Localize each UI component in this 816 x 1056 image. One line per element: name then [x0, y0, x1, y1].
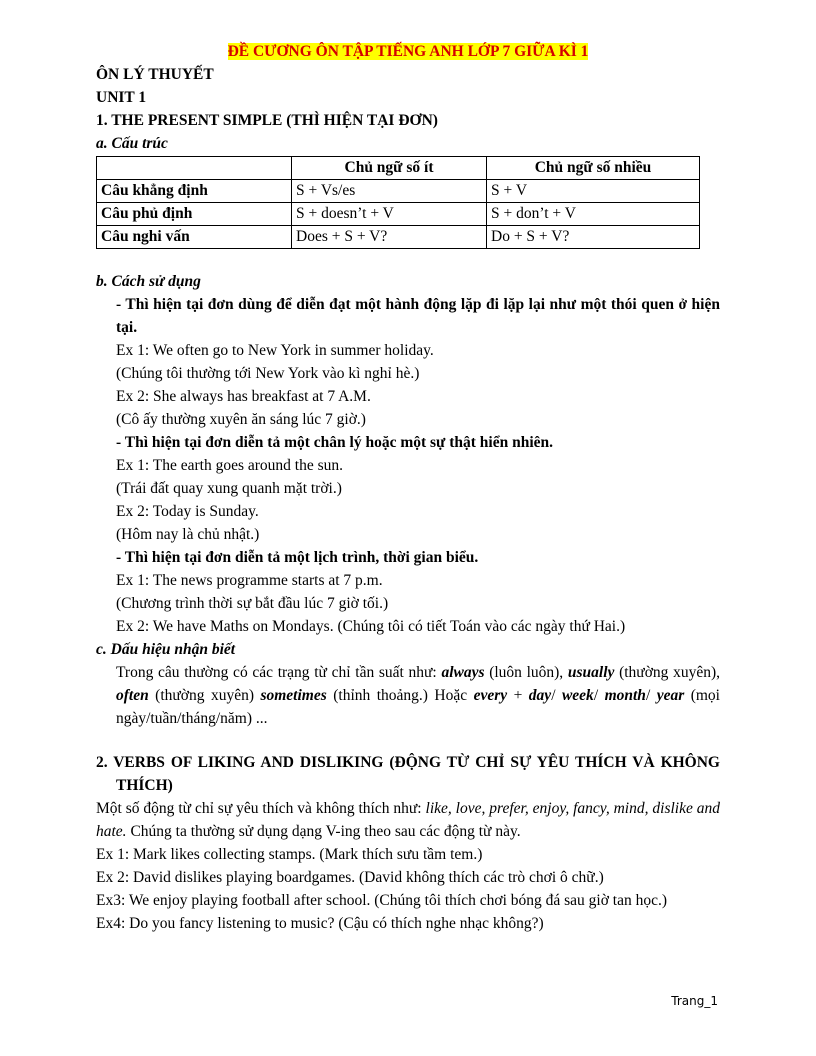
table-row-label: Câu nghi vấn: [97, 226, 292, 249]
section2-intro: Một số động từ chỉ sự yêu thích và không thích như: like, love, prefer, enjoy, fancy, mind, dislike and hate. Chúng ta thường sử dụng dạng V-ing theo sau các động từ này.: [96, 800, 721, 840]
unit-heading: UNIT 1: [96, 89, 147, 106]
table-cell: S + V: [487, 180, 700, 203]
table-row: [97, 203, 700, 226]
example-line: Ex 2: She always has breakfast at 7 A.M.: [116, 388, 371, 405]
example-line: Ex 1: Mark likes collecting stamps. (Mark thích sưu tầm tem.): [96, 846, 483, 863]
table-row: [97, 180, 700, 203]
keyword: year: [656, 687, 685, 704]
example-line: (Chương trình thời sự bắt đầu lúc 7 giờ tối.): [116, 595, 389, 612]
example-line: Ex 1: The earth goes around the sun.: [116, 457, 343, 474]
example-line: (Chúng tôi thường tới New York vào kì nghỉ hè.): [116, 365, 420, 382]
table-row: [97, 226, 700, 249]
example-line: Ex 2: Today is Sunday.: [116, 503, 259, 520]
keyword: always: [441, 664, 485, 681]
example-line: Ex 2: We have Maths on Mondays. (Chúng tôi có tiết Toán vào các ngày thứ Hai.): [116, 618, 626, 635]
usage-rule-truth: - Thì hiện tại đơn diễn tả một chân lý hoặc một sự thật hiển nhiên.: [116, 434, 554, 451]
table-header-cell: Chủ ngữ số ít: [292, 157, 487, 180]
document-title: ĐỀ CƯƠNG ÔN TẬP TIẾNG ANH LỚP 7 GIỮA KÌ 1: [227, 43, 589, 60]
signs-heading: c. Dấu hiệu nhận biết: [96, 641, 236, 658]
table-header-row: [97, 157, 700, 180]
theory-heading: ÔN LÝ THUYẾT: [96, 66, 214, 83]
example-line: (Trái đất quay xung quanh mặt trời.): [116, 480, 342, 497]
table-row-label: Câu phủ định: [97, 203, 292, 226]
keyword: sometimes: [260, 687, 327, 704]
spacer: [96, 249, 720, 270]
example-line: Ex4: Do you fancy listening to music? (Cậu có thích nghe nhạc không?): [96, 915, 544, 932]
keyword: often: [116, 687, 149, 704]
section2-heading: 2. VERBS OF LIKING AND DISLIKING (ĐỘNG TỪ CHỈ SỰ YÊU THÍCH VÀ KHÔNG THÍCH): [96, 754, 720, 794]
verb-list: like, love, prefer, enjoy, fancy, mind, dislike and hate.: [96, 800, 721, 840]
table-header-cell: Chủ ngữ số nhiều: [487, 157, 700, 180]
example-line: Ex 2: David dislikes playing boardgames. (David không thích các trò chơi ô chữ.): [96, 869, 604, 886]
section1-heading: 1. THE PRESENT SIMPLE (THÌ HIỆN TẠI ĐƠN): [96, 112, 438, 129]
document-page: [96, 40, 720, 935]
keyword: week: [561, 687, 594, 704]
keyword: day: [528, 687, 552, 704]
signs-paragraph: Trong câu thường có các trạng từ chỉ tần suất như: always (luôn luôn), usually (thường xuyên), often (thường xuyên) sometimes (thỉnh thoảng.) Hoặc every + day/ week/ month/ year (mọi ngày/tuần/tháng/năm) ...: [116, 664, 720, 727]
example-line: Ex 1: We often go to New York in summer holiday.: [116, 342, 434, 359]
table-cell: S + Vs/es: [292, 180, 487, 203]
structure-heading: a. Cấu trúc: [96, 135, 168, 152]
table-cell: S + doesn’t + V: [292, 203, 487, 226]
spacer: [96, 730, 720, 751]
table-cell: Does + S + V?: [292, 226, 487, 249]
usage-rule-habit: - Thì hiện tại đơn dùng để diễn đạt một hành động lặp đi lặp lại như một thói quen ở hiện tại.: [116, 296, 720, 336]
example-line: (Hôm nay là chủ nhật.): [116, 526, 260, 543]
usage-heading: b. Cách sử dụng: [96, 273, 201, 290]
usage-rule-schedule: - Thì hiện tại đơn diễn tả một lịch trình, thời gian biểu.: [116, 549, 479, 566]
keyword: month: [604, 687, 646, 704]
table-cell: Do + S + V?: [487, 226, 700, 249]
page-number: Trang_1: [671, 994, 718, 1008]
structure-table: [96, 156, 700, 249]
example-line: Ex3: We enjoy playing football after school. (Chúng tôi thích chơi bóng đá sau giờ tan học.): [96, 892, 668, 909]
keyword: every: [473, 687, 508, 704]
table-cell: S + don’t + V: [487, 203, 700, 226]
table-row-label: Câu khẳng định: [97, 180, 292, 203]
table-header-cell: [97, 157, 292, 180]
example-line: (Cô ấy thường xuyên ăn sáng lúc 7 giờ.): [116, 411, 366, 428]
example-line: Ex 1: The news programme starts at 7 p.m.: [116, 572, 383, 589]
keyword: usually: [567, 664, 615, 681]
